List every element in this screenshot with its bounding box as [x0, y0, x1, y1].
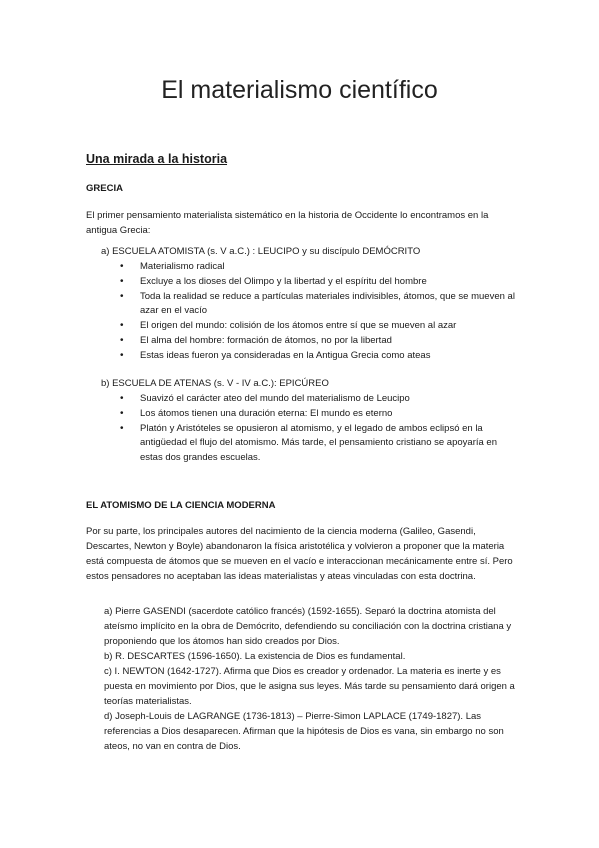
list-item: • Platón y Aristóteles se opusieron al atomismo, y el legado de ambos eclipsó en la antigüedad el flujo del atomismo. Más tarde, el pensamiento cristiano se apoyaría en estas dos grandes escuelas.: [124, 422, 519, 466]
list-item: b) R. DESCARTES (1596-1650). La existencia de Dios es fundamental.: [104, 651, 406, 662]
greece-intro-paragraph: [86, 208, 516, 238]
list-item: • Toda la realidad se reduce a partículas materiales indivisibles, átomos, que se mueven al azar en el vacío: [124, 290, 519, 320]
school-a-list: [124, 260, 519, 364]
list-item: • El alma del hombre: formación de átomos, no por la libertad: [124, 334, 519, 349]
school-b-label: b) ESCUELA DE ATENAS (s. V - IV a.C.): EPICÚREO: [101, 378, 329, 389]
subheading-greece: GRECIA: [86, 183, 123, 194]
school-b-list: [124, 392, 519, 466]
greece-intro-text: El primer pensamiento materialista sistemático en la historia de Occidente lo encontramos en la antigua Grecia:: [86, 210, 489, 236]
authors-list: [104, 604, 524, 754]
section-heading-modern-atomism: EL ATOMISMO DE LA CIENCIA MODERNA: [86, 500, 276, 511]
list-item: a) Pierre GASENDI (sacerdote católico francés) (1592-1655). Separó la doctrina atomista del ateísmo implícito en la obra de Demócrito, defendiendo su conciliación con la doctrina cristiana y proponiendo que los átomos han sido creados por Dios.: [104, 606, 512, 647]
list-item: • El origen del mundo: colisión de los átomos entre sí que se mueven al azar: [124, 319, 519, 334]
list-item: • Los átomos tienen una duración eterna: El mundo es eterno: [124, 407, 519, 422]
list-item: • Suavizó el carácter ateo del mundo del materialismo de Leucipo: [124, 392, 519, 407]
list-item: • Materialismo radical: [124, 260, 519, 275]
list-item: • Excluye a los dioses del Olimpo y la libertad y el espíritu del hombre: [124, 275, 519, 290]
list-item: c) I. NEWTON (1642-1727). Afirma que Dios es creador y ordenador. La materia es inerte y es puesta en movimiento por Dios, que le asigna sus leyes. Más tarde su pensamiento dará origen a teorías materialistas.: [104, 666, 515, 707]
school-a-label: a) ESCUELA ATOMISTA (s. V a.C.) : LEUCIPO y su discípulo DEMÓCRITO: [101, 246, 421, 257]
list-item: • Estas ideas fueron ya consideradas en la Antigua Grecia como ateas: [124, 349, 519, 364]
modern-intro-paragraph: [86, 524, 516, 584]
modern-intro-text: Por su parte, los principales autores del nacimiento de la ciencia moderna (Galileo, Gasendi, Descartes, Newton y Boyle) abandonaron la física aristotélica y volvieron a proponer que la materia está compuesta de átomos que se mueven en el vacío e interaccionan mecánicamente entre sí. Pero estos pensadores no aceptaban las ideas materialistas y ateas vinculadas con esta doctrina.: [86, 526, 513, 582]
document-title: El materialismo científico: [161, 76, 438, 104]
list-item: d) Joseph-Louis de LAGRANGE (1736-1813) – Pierre-Simon LAPLACE (1749-1827). Las referencias a Dios desaparecen. Afirman que la hipótesis de Dios es vana, sin embargo no son ateos, no van en contra de Dios.: [104, 711, 504, 752]
section-heading-history: Una mirada a la historia: [86, 152, 228, 166]
